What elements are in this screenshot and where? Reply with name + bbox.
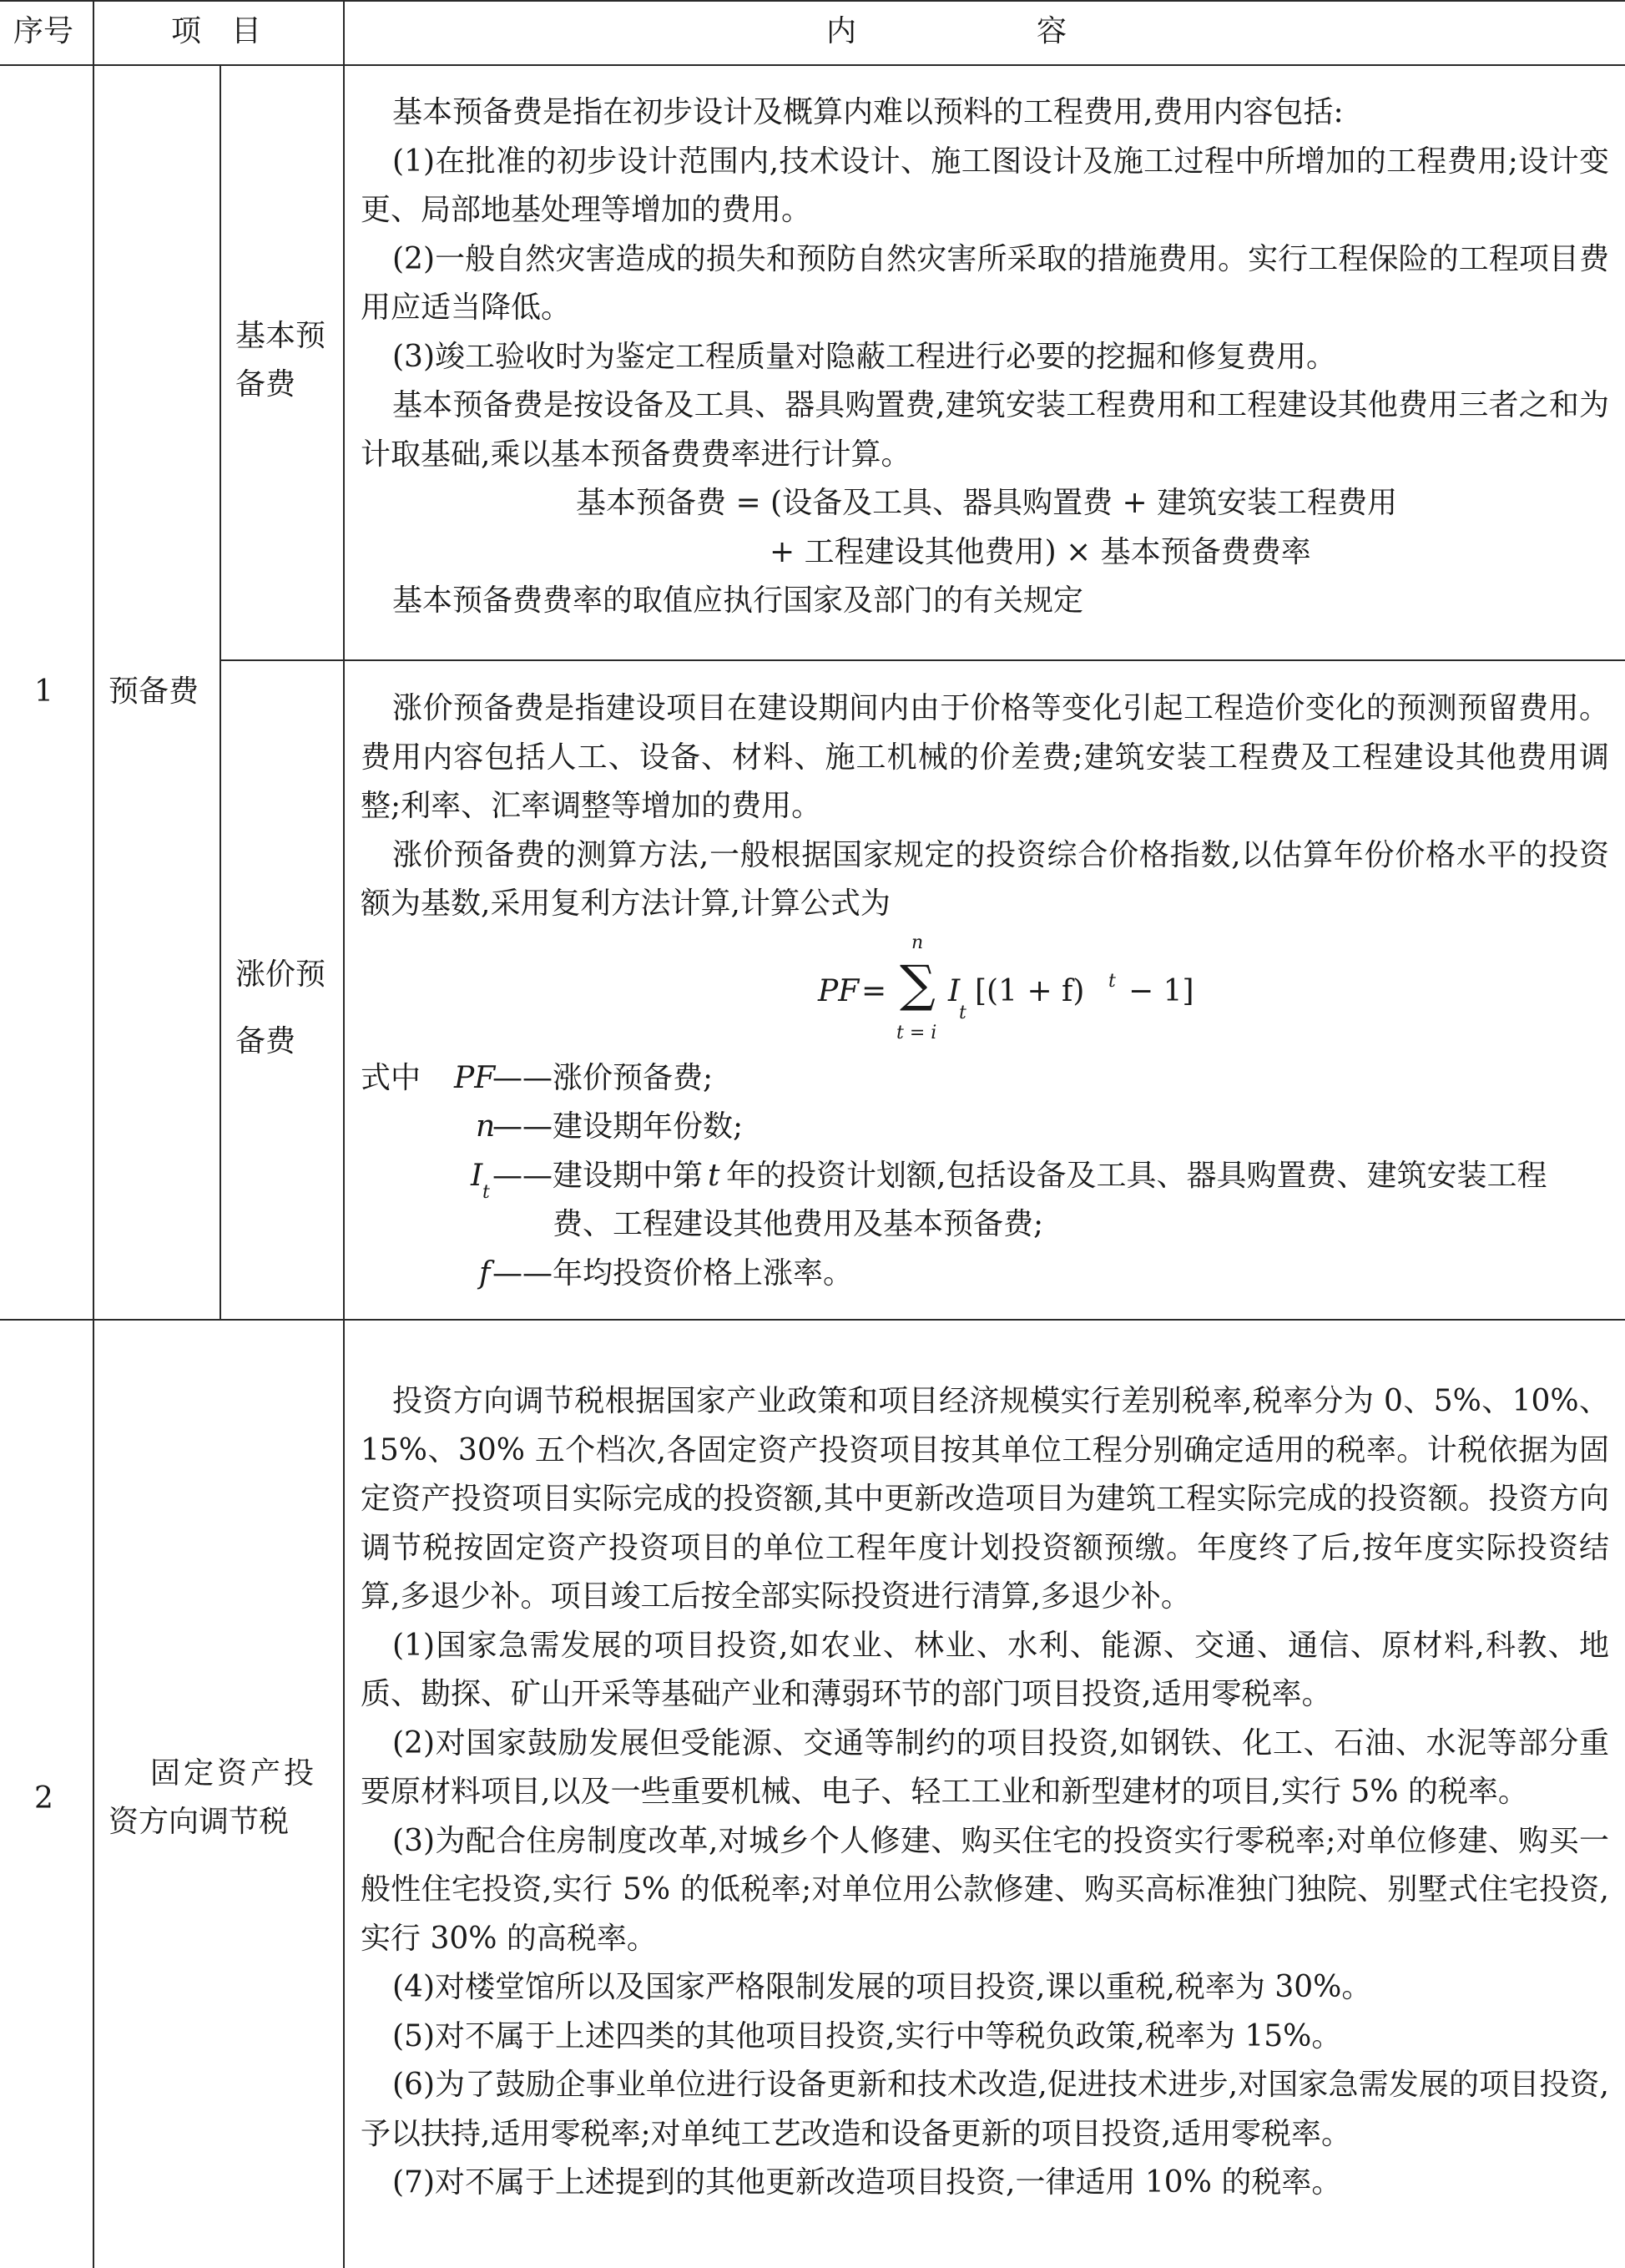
paragraph: 基本预备费费率的取值应执行国家及部门的有关规定	[392, 583, 1084, 618]
paragraph: 涨价预备费的测算方法,一般根据国家规定的投资综合价格指数,以估算年份价格水平的投资额为基数,采用复利方法计算,计算公式为	[361, 837, 1609, 921]
def-symbol-sub: t	[482, 1181, 490, 1203]
row2-number: 2	[34, 1781, 53, 1816]
row2-item-line1: 固定资产投	[150, 1756, 318, 1791]
def-symbol: PF	[454, 1060, 496, 1095]
def-symbol: I	[471, 1158, 483, 1193]
def-symbol: f	[479, 1255, 491, 1291]
basic-reserve-content	[361, 88, 1609, 626]
paragraph: (3)为配合住房制度改革,对城乡个人修建、购买住宅的投资实行零税率;对单位修建、购买一般性住宅投资,实行 5% 的低税率;对单位用公款修建、购买高标准独门独院、别墅式住宅投资,实行 30% 的高税率。	[361, 1823, 1609, 1956]
paragraph: 涨价预备费是指建设项目在建设期间内由于价格等变化引起工程造价变化的预测预留费用。费用内容包括人工、设备、材料、施工机械的价差费;建筑安装工程费及工程建设其他费用调整;利率、汇率调整等增加的费用。	[361, 691, 1609, 823]
def-symbol: n	[476, 1109, 496, 1144]
row1-sub1-name: 基本预备费	[235, 319, 326, 402]
definition-row	[361, 1152, 1609, 1201]
definition-row	[361, 1054, 1609, 1104]
definition-row	[361, 1250, 1609, 1299]
paragraph: (1)在批准的初步设计范围内,技术设计、施工图设计及施工过程中所增加的工程费用;设计变更、局部地基处理等增加的费用。	[361, 144, 1609, 227]
subcol-divider	[220, 64, 221, 1320]
paragraph: (6)为了鼓励企事业单位进行设备更新和技术改造,促进技术进步,对国家急需发展的项目投资,予以扶持,适用零税率;对单纯工艺改造和设备更新的项目投资,适用零税率。	[361, 2068, 1609, 2151]
col-divider-2	[343, 0, 345, 2268]
paragraph: 基本预备费是按设备及工具、器具购置费,建筑安装工程费用和工程建设其他费用三者之和为计取基础,乘以基本预备费费率进行计算。	[361, 388, 1609, 472]
top-border	[0, 0, 1625, 2]
def-dash: ——	[492, 1255, 553, 1291]
definition-row	[361, 1200, 1609, 1250]
row-divider	[0, 1319, 1625, 1321]
row2-item-line2: 资方向调节税	[109, 1805, 290, 1839]
formula-lower: t = i	[896, 1022, 937, 1043]
where-label: 式中	[361, 1060, 421, 1095]
paragraph: (2)一般自然灾害造成的损失和预防自然灾害所采取的措施费用。实行工程保险的工程项目费用应适当降低。	[361, 241, 1609, 325]
def-dash: ——	[492, 1060, 553, 1095]
def-text: 建设期年份数;	[553, 1109, 744, 1144]
definitions	[361, 1054, 1609, 1299]
paragraph: (1)国家急需发展的项目投资,如农业、林业、水利、能源、交通、通信、原材料,科教、地质、勘探、矿山开采等基础产业和薄弱环节的部门项目投资,适用零税率。	[361, 1628, 1609, 1711]
row1-sub2-name: 涨价预备费	[235, 957, 326, 1058]
col-divider-1	[93, 0, 94, 2268]
paragraph: (7)对不属于上述提到的其他更新改造项目投资,一律适用 10% 的税率。	[392, 2165, 1342, 2200]
formula-tail: − 1]	[1128, 973, 1194, 1008]
formula-body-sub: t	[959, 1002, 966, 1023]
header-divider	[0, 64, 1625, 66]
formula-lhs: PF	[818, 973, 860, 1008]
paragraph: (2)对国家鼓励发展但受能源、交通等制约的项目投资,如钢铁、化工、石油、水泥等部分重要原材料项目,以及一些重要机械、电子、轻工工业和新型建材的项目,实行 5% 的税率。	[361, 1725, 1609, 1809]
header-content: 内 容	[826, 14, 1067, 48]
formula-line-2: + 工程建设其他费用) × 基本预备费费率	[770, 534, 1311, 569]
paragraph: 基本预备费是指在初步设计及概算内难以预料的工程费用,费用内容包括:	[392, 95, 1344, 129]
def-text: 建设期中第	[553, 1158, 704, 1193]
paragraph: 投资方向调节税根据国家产业政策和项目经济规模实行差别税率,税率分为 0、5%、10%、15%、30% 五个档次,各固定资产投资项目按其单位工程分别确定适用的税率。计税依据为固定资产投资项目实际完成的投资额,其中更新改造项目为建筑工程实际完成的投资额。投资方向调节税按固定资产投资项目的单位工程年度计划投资额预缴。年度终了后,按年度实际投资结算,多退少补。项目竣工后按全部实际投资进行清算,多退少补。	[361, 1384, 1609, 1614]
formula-upper: n	[911, 932, 924, 953]
header-item: 项 目	[171, 14, 262, 48]
def-dash: ——	[492, 1158, 553, 1193]
pf-formula	[361, 929, 1609, 1054]
formula-sum: ∑	[900, 954, 936, 1013]
paragraph: (5)对不属于上述四类的其他项目投资,实行中等税负政策,税率为 15%。	[392, 2018, 1342, 2053]
tax-content	[361, 1377, 1609, 2208]
def-text: 费、工程建设其他费用及基本预备费;	[553, 1207, 1044, 1241]
def-dash: ——	[492, 1109, 553, 1144]
subrow-divider	[220, 659, 1625, 661]
def-var: t	[708, 1158, 720, 1193]
formula-eq: =	[861, 973, 887, 1008]
paragraph: (4)对楼堂馆所以及国家严格限制发展的项目投资,课以重税,税率为 30%。	[392, 1970, 1372, 2004]
formula-bracket: [(1 + f)	[975, 973, 1085, 1008]
row1-item: 预备费	[109, 674, 199, 709]
row2-item	[109, 1750, 334, 1846]
definition-row	[361, 1103, 1609, 1152]
def-text: 涨价预备费;	[553, 1060, 714, 1095]
paragraph: (3)竣工验收时为鉴定工程质量对隐蔽工程进行必要的挖掘和修复费用。	[392, 339, 1336, 374]
formula-line-1: 基本预备费 = (设备及工具、器具购置费 + 建筑安装工程费用	[576, 486, 1398, 520]
def-text: 年的投资计划额,包括设备及工具、器具购置费、建筑安装工程	[726, 1158, 1547, 1193]
formula-body: I	[948, 973, 961, 1008]
header-number: 序号	[13, 14, 74, 48]
formula-exp: t	[1108, 970, 1116, 992]
row1-number: 1	[34, 674, 53, 709]
def-text: 年均投资价格上涨率。	[553, 1255, 854, 1291]
price-reserve-content	[361, 684, 1609, 1298]
